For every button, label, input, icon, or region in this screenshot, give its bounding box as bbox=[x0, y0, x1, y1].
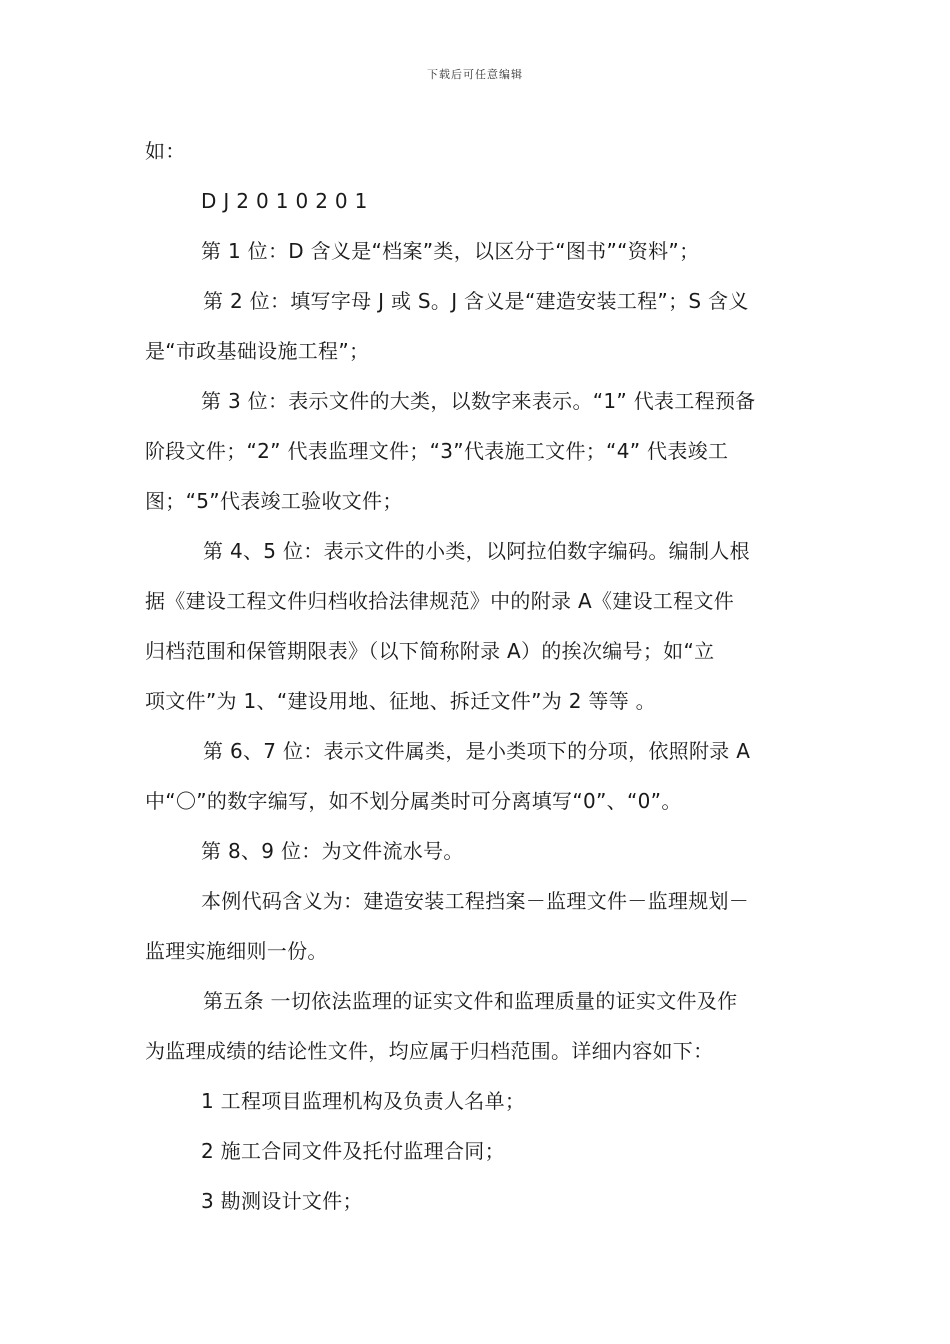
text-line: 第 2 位：填写字母 J 或 S。J 含义是“建造安装工程”；S 含义 bbox=[203, 289, 749, 313]
code-example: DJ2010201 bbox=[201, 189, 375, 213]
text-line: 第 6、7 位：表示文件属类，是小类项下的分项，依照附录 A bbox=[203, 739, 751, 763]
text-line: 第五条 一切依法监理的证实文件和监理质量的证实文件及作 bbox=[203, 989, 738, 1013]
text-line: 第 4、5 位：表示文件的小类，以阿拉伯数字编码。编制人根 bbox=[203, 539, 750, 563]
document-body bbox=[145, 132, 810, 1232]
list-item: 1 工程项目监理机构及负责人名单； bbox=[201, 1089, 526, 1113]
text-line: 是“市政基础设施工程”； bbox=[145, 339, 370, 363]
list-item: 2 施工合同文件及托付监理合同； bbox=[201, 1139, 505, 1163]
text-line: 本例代码含义为：建造安装工程挡案－监理文件－监理规划－ bbox=[201, 889, 750, 913]
page-header: 下载后可任意编辑 bbox=[427, 68, 523, 81]
text-line: 项文件”为 1、“建设用地、征地、拆迁文件”为 2 等等 。 bbox=[145, 689, 656, 713]
text-line: 第 8、9 位：为文件流水号。 bbox=[201, 839, 464, 863]
text-line: 第 1 位：D 含义是“档案”类，以区分于“图书”“资料”； bbox=[201, 239, 700, 263]
text-line: 据《建设工程文件归档收拾法律规范》中的附录 A《建设工程文件 bbox=[145, 589, 735, 613]
text-line: 归档范围和保管期限表》（以下简称附录 A）的挨次编号；如“立 bbox=[145, 639, 715, 663]
text-line: 第 3 位：表示文件的大类，以数字来表示。“1” 代表工程预备 bbox=[201, 389, 756, 413]
list-item: 3 勘测设计文件； bbox=[201, 1189, 363, 1213]
text-line: 图；“5”代表竣工验收文件； bbox=[145, 489, 403, 513]
text-line: 为监理成绩的结论性文件，均应属于归档范围。详细内容如下： bbox=[145, 1039, 714, 1063]
text-line: 中“〇”的数字编写，如不划分属类时可分离填写“0”、“0”。 bbox=[145, 789, 682, 813]
text-line: 阶段文件；“2” 代表监理文件；“3”代表施工文件；“4” 代表竣工 bbox=[145, 439, 729, 463]
text-line: 监理实施细则一份。 bbox=[145, 939, 328, 963]
text-line: 如： bbox=[145, 139, 186, 163]
